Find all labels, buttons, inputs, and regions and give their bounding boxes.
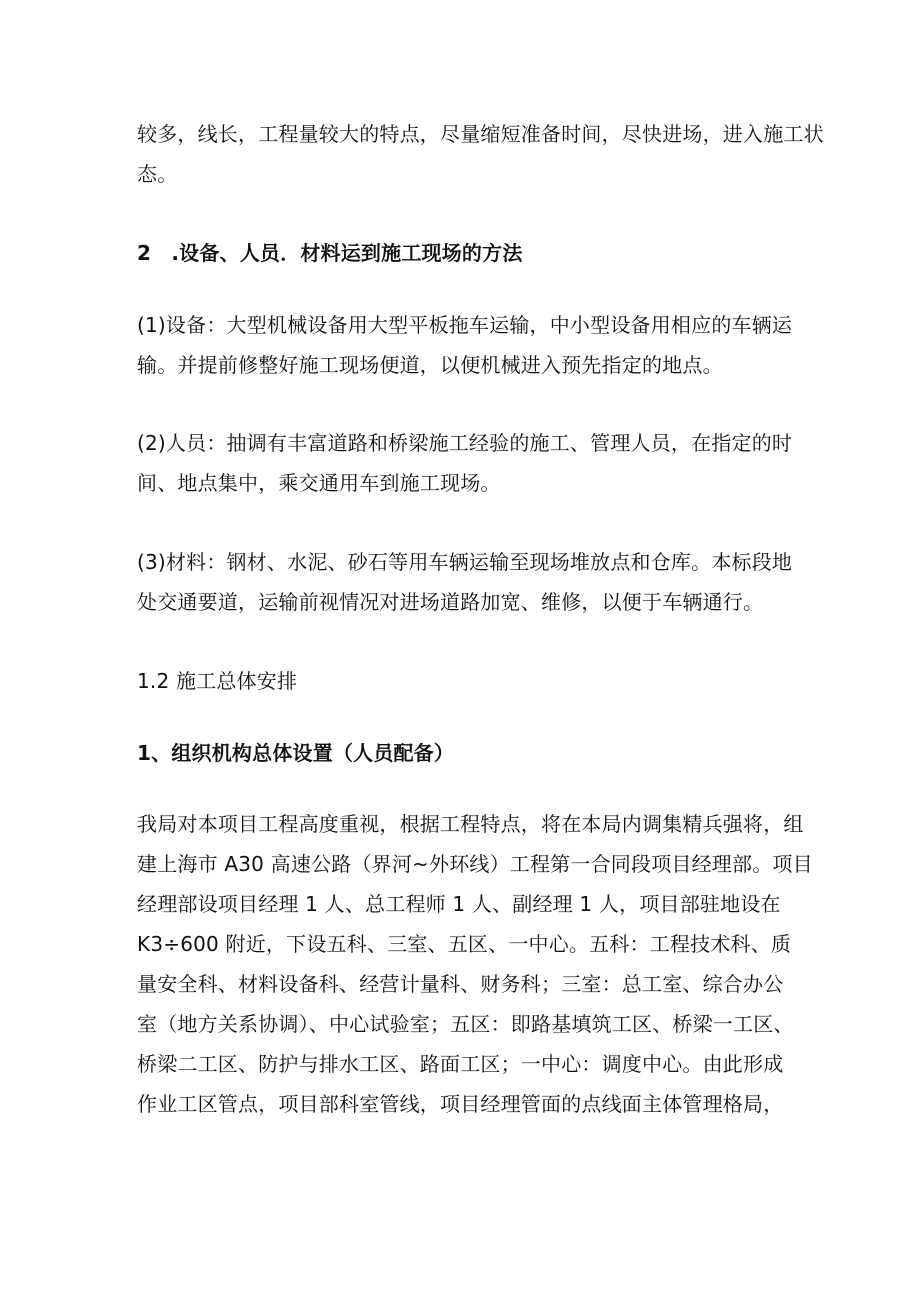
paragraph-equipment <box>137 305 793 385</box>
text-line: 室（地方关系协调）、中心试验室；五区：即路基填筑工区、桥梁一工区、 <box>137 1012 794 1036</box>
paragraph-organization <box>137 804 813 1124</box>
heading-transport-methods: 2 .设备、人员．材料运到施工现场的方法 <box>137 241 523 265</box>
heading-organization: 1、组织机构总体设置（人员配备） <box>137 741 455 765</box>
text-line: (3)材料：钢材、水泥、砂石等用车辆运输至现场堆放点和仓库。本标段地 <box>137 550 793 574</box>
paragraph-personnel <box>137 423 793 503</box>
text-line: 我局对本项目工程高度重视，根据工程特点，将在本局内调集精兵强将，组 <box>137 812 804 836</box>
text-line: (2)人员：抽调有丰富道路和桥梁施工经验的施工、管理人员，在指定的时 <box>137 431 793 455</box>
paragraph-materials <box>137 542 793 622</box>
text-line: 处交通要道，运输前视情况对进场道路加宽、维修，以便于车辆通行。 <box>137 590 764 614</box>
text-line: 作业工区管点，项目部科室管线，项目经理管面的点线面主体管理格局， <box>137 1092 784 1116</box>
text-line: 输。并提前修整好施工现场便道，以便机械进入预先指定的地点。 <box>137 353 723 377</box>
text-line: K3÷600 附近，下设五科、三室、五区、一中心。五科：工程技术科、质 <box>137 932 792 956</box>
text-line: 经理部设项目经理 1 人、总工程师 1 人、副经理 1 人，项目部驻地设在 <box>137 892 781 916</box>
text-line: 建上海市 A30 高速公路（界河~外环线）工程第一合同段项目经理部。项目 <box>137 852 813 876</box>
text-line: 态。 <box>137 162 178 186</box>
text-line: 桥梁二工区、防护与排水工区、路面工区；一中心：调度中心。由此形成 <box>137 1052 784 1076</box>
text-line: 量安全科、材料设备科、经营计量科、财务科；三室：总工室、综合办公 <box>137 972 784 996</box>
text-line: 较多，线长，工程量较大的特点，尽量缩短准备时间，尽快进场，进入施工状 <box>137 122 824 146</box>
section-title: 1.2 施工总体安排 <box>137 669 298 693</box>
text-line: 间、地点集中，乘交通用车到施工现场。 <box>137 471 501 495</box>
text-line: (1)设备：大型机械设备用大型平板拖车运输，中小型设备用相应的车辆运 <box>137 313 793 337</box>
paragraph-intro <box>137 114 824 194</box>
